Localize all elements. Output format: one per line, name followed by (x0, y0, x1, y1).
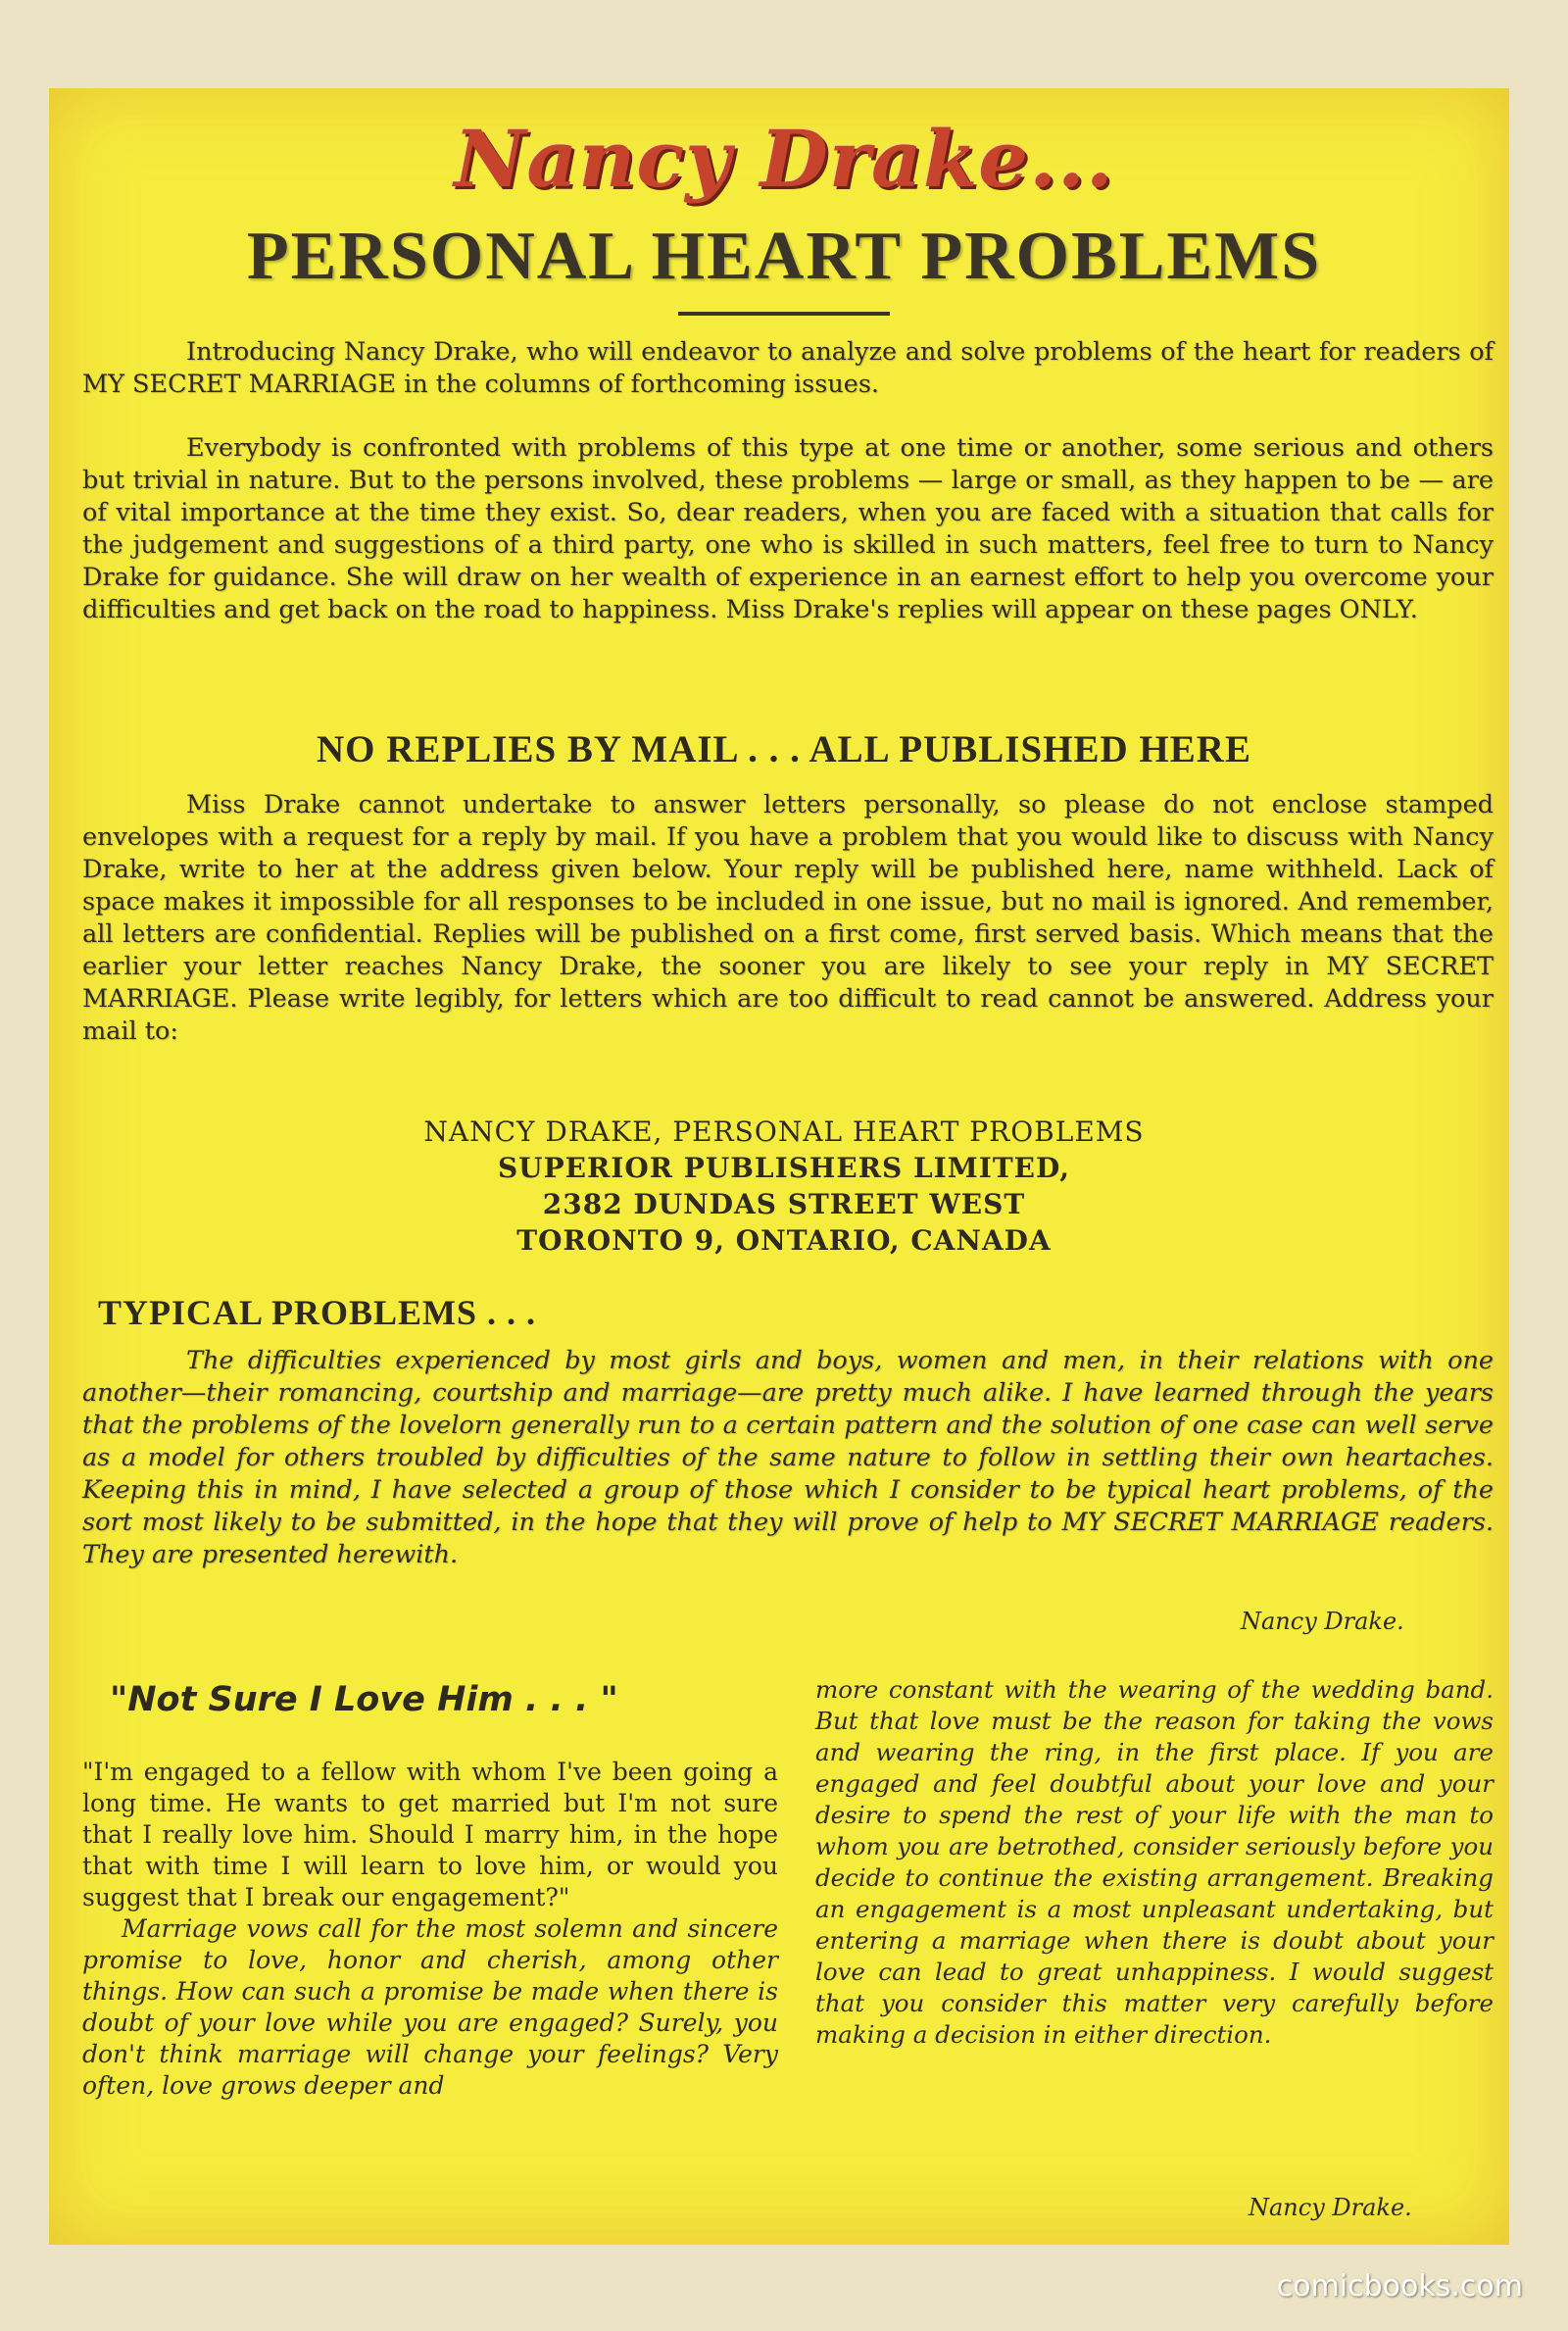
typical-problems-paragraph: The difficulties experienced by most girls and boys, women and men, in their relations with one another—their romancing, courtship and marriage—are pretty much alike. I have learned through the years that the problems of the lovelorn generally run to a certain pattern and the solution of one case can well serve as a model for others troubled by difficulties of the same nature to follow in settling their own heartaches. Keeping this in mind, I have selected a group of those which I consider to be typical heart problems, of the sort most likely to be submitted, in the hope that they will prove of help to MY SECRET MARRIAGE readers. They are presented herewith. (82, 1346, 1494, 1569)
letter-title: "Not Sure I Love Him . . . " (110, 1680, 618, 1719)
site-watermark: comicbooks.com (1276, 2269, 1523, 2304)
nancy-drake-logo: Nancy Drake... (454, 113, 1114, 205)
reader-question: "I'm engaged to a fellow with whom I've been going a long time. He wants to get married but I'm not sure that I really love him. Should I marry him, in the hope that with time I will learn to love him, or would you suggest that I break our engagement?" (82, 1758, 778, 1911)
address-line-4: TORONTO 9, ONTARIO, CANADA (516, 1224, 1052, 1257)
typical-signature: Nancy Drake. (1241, 1608, 1404, 1635)
answer-left-column: Marriage vows call for the most solemn and sincere promise to love, honor and cherish, among other things. How can such a promise be made when there is doubt of your love while you are engaged? Surely, you don't think marriage will change your feelings? Very often, love grows deeper and (82, 1914, 778, 2100)
letter-signature: Nancy Drake. (1249, 2194, 1412, 2221)
typical-problems-heading: TYPICAL PROBLEMS . . . (98, 1293, 537, 1332)
intro-paragraph-1: Introducing Nancy Drake, who will endeavor to analyze and solve problems of the heart for readers of MY SECRET MARRIAGE in the columns of forthcoming issues. (82, 337, 1494, 399)
page-headline: PERSONAL HEART PROBLEMS (246, 219, 1322, 294)
mailing-address (0, 1114, 1568, 1259)
no-replies-heading: NO REPLIES BY MAIL . . . ALL PUBLISHED HERE (317, 728, 1251, 770)
address-line-1: NANCY DRAKE, PERSONAL HEART PROBLEMS (423, 1116, 1145, 1148)
headline-divider (678, 312, 890, 316)
address-line-2: SUPERIOR PUBLISHERS LIMITED, (497, 1152, 1071, 1184)
intro-paragraph-2: Everybody is confronted with problems of this type at one time or another, some serious and others but trivial in nature. But to the persons involved, these problems — large or small, as they happen to be — are of vital importance at the time they exist. So, dear readers, when you are faced with a situation that calls for the judgement and suggestions of a third party, one who is skilled in such matters, feel free to turn to Nancy Drake for guidance. She will draw on her wealth of experience in an earnest effort to help you overcome your difficulties and get back on the road to happiness. Miss Drake's replies will appear on these pages ONLY. (82, 433, 1494, 624)
address-line-3: 2382 DUNDAS STREET WEST (542, 1188, 1026, 1220)
replies-paragraph: Miss Drake cannot undertake to answer letters personally, so please do not enclose stamped envelopes with a request for a reply by mail. If you have a problem that you would like to discuss with Nancy Drake, write to her at the address given below. Your reply will be published here, name withheld. Lack of space makes it impossible for all responses to be included in one issue, but no mail is ignored. And remember, all letters are confidential. Replies will be published on a first come, first served basis. Which means that the earlier your letter reaches Nancy Drake, the sooner you are likely to see your reply in MY SECRET MARRIAGE. Please write legibly, for letters which are too difficult to read cannot be answered. Address your mail to: (82, 790, 1494, 1046)
answer-right-column: more constant with the wearing of the wedding band. But that love must be the reason for taking the vows and wearing the ring, in the first place. If you are engaged and feel doubtful about your love and your desire to spend the rest of your life with the man to whom you are betrothed, consider seriously before you decide to continue the existing arrangement. Breaking an engagement is a most unpleasant undertaking, but entering a marriage when there is doubt about your love can lead to great unhappiness. I would suggest that you consider this matter very carefully before making a decision in either direction. (815, 1675, 1494, 2049)
